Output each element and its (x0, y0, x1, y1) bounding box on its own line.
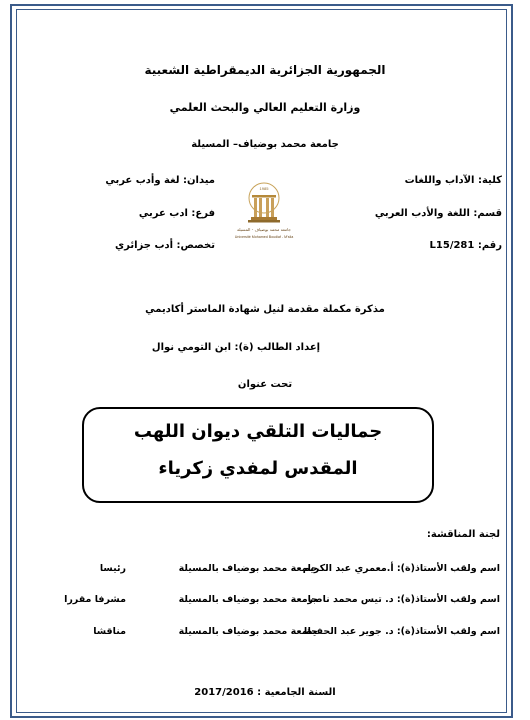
number-label: رقم: L15/281 (429, 240, 502, 251)
committee-member-university: جامعة محمد بوضياف بالمسيلة (178, 563, 318, 574)
committee-member-role: رئيسا (99, 563, 126, 574)
committee-member-role: مناقشا (93, 626, 126, 637)
committee-member-name: اسم ولقب الأستاذ(ة): أ.معمري عبد الكريم (302, 563, 500, 574)
logo-year: 1985 (259, 186, 269, 191)
committee-member-role: مشرفا مقررا (64, 594, 126, 605)
committee-member-name: اسم ولقب الأستاذ(ة): د. جوير عبد الحفيظ (302, 626, 500, 637)
faculty-label: كلية: الآداب واللغات (404, 175, 502, 186)
ministry-heading: وزارة التعليم العالي والبحث العلمي (169, 101, 361, 114)
thesis-title-line2: المقدس لمفدي زكرياء (158, 458, 358, 479)
under-title-label: تحت عنوان (237, 379, 293, 390)
logo-caption-en: Université Mohamed Boudiaf - M'sila (234, 235, 294, 239)
committee-member-university: جامعة محمد بوضياف بالمسيلة (178, 594, 318, 605)
branch-label: فرع: ادب عربي (138, 208, 215, 219)
republic-heading: الجمهورية الجزائرية الديمقراطية الشعبية (144, 63, 386, 77)
logo-caption-ar: جامعة محمد بوضياف - المسيلة (236, 227, 292, 232)
memo-purpose: مذكرة مكملة مقدمة لنيل شهادة الماستر أكاديمي (145, 304, 385, 315)
field-label: ميدان: لغة وأدب عربي (105, 175, 215, 186)
university-logo (232, 181, 296, 243)
page-border-inner (16, 9, 507, 713)
thesis-title-line1: جماليات التلقي ديوان اللهب (133, 421, 383, 442)
prepared-by: إعداد الطالب (ة): ابن التومي نوال (151, 342, 321, 353)
committee-heading: لجنة المناقشة: (426, 529, 500, 540)
academic-year: السنة الجامعية : 2017/2016 (194, 687, 336, 698)
university-heading: جامعة محمد بوضياف– المسيلة (191, 139, 339, 150)
committee-member-name: اسم ولقب الأستاذ(ة): د. تيس محمد ناصر (307, 594, 500, 605)
committee-member-university: جامعة محمد بوضياف بالمسيلة (178, 626, 318, 637)
department-label: قسم: اللغة والأدب العربي (374, 208, 502, 219)
specialty-label: تخصص: أدب جزائري (114, 240, 215, 251)
university-logo-emblem (232, 181, 296, 243)
